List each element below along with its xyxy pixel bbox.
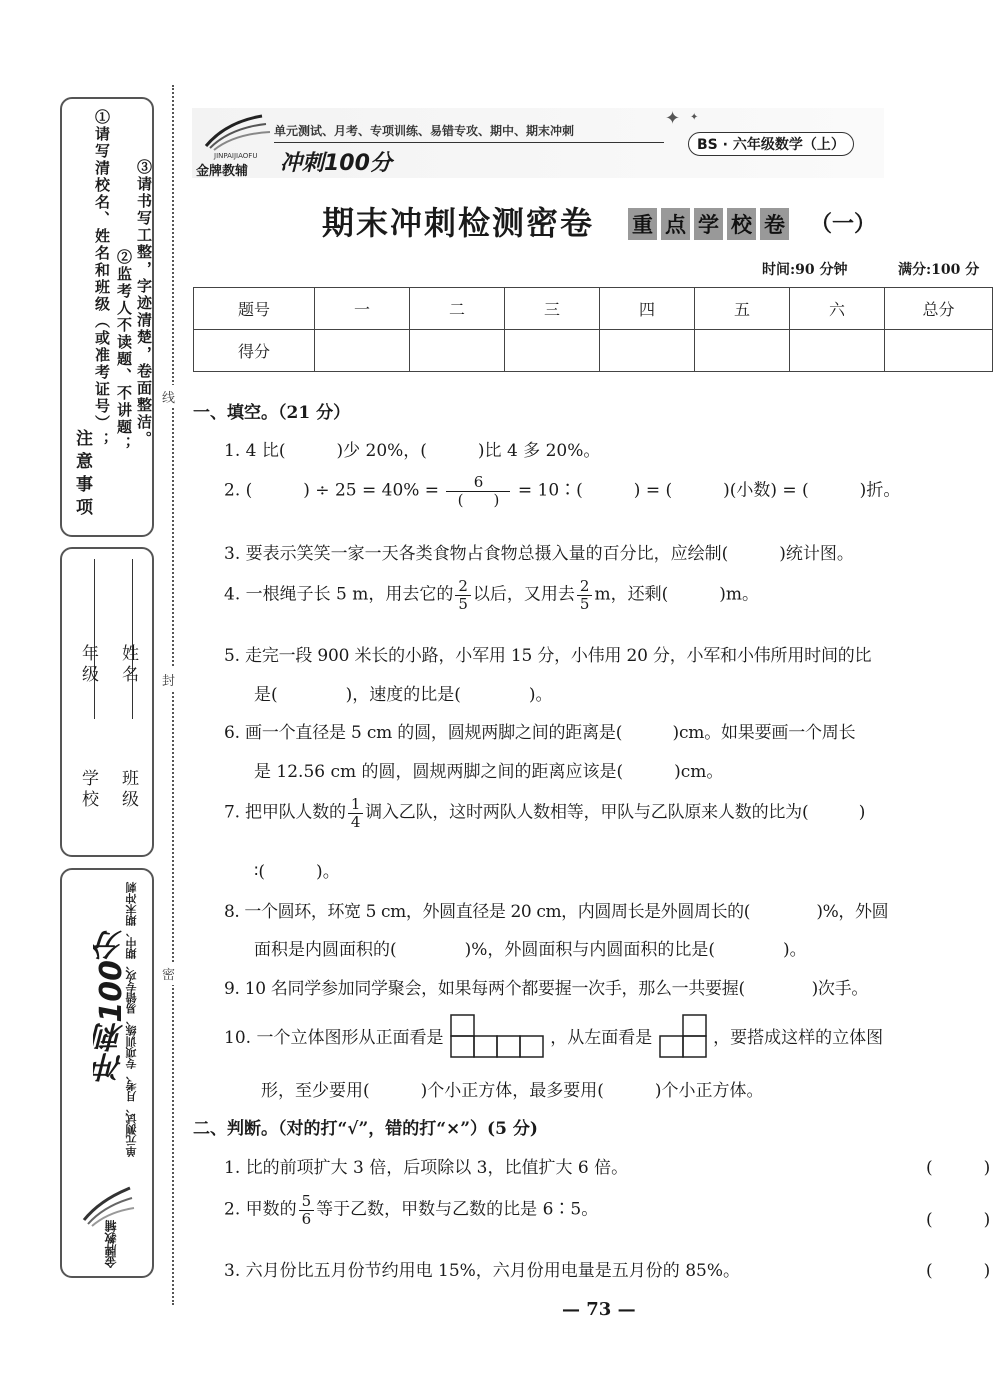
- score-col-3: 三: [505, 288, 600, 330]
- score-col-total: 总分: [885, 288, 993, 330]
- q2-fraction: [446, 474, 510, 508]
- page-title: [322, 198, 594, 244]
- q2-part-a: 2. ( ) ÷ 25 = 40% =: [224, 480, 440, 501]
- cut-char-mi: 密: [162, 962, 175, 985]
- score-cell[interactable]: [695, 330, 790, 372]
- q4-part-c: m，还剩( )m。: [594, 584, 759, 605]
- logo-icon: [200, 112, 272, 156]
- title-tag-2: 点: [661, 208, 690, 240]
- cut-char-xian: 线: [162, 385, 175, 408]
- sparkle-icon: ✦: [665, 108, 681, 129]
- q10-part-a: 10. 一个立体图形从正面看是: [224, 1028, 444, 1048]
- section2-heading: 二、判断。（对的打“√”，错的打“×”）(5 分): [193, 1119, 538, 1139]
- logo-pinyin: JINPAIJIAOFU: [214, 152, 258, 160]
- q7-fraction: [348, 796, 363, 830]
- score-col-2: 二: [410, 288, 505, 330]
- q4-f2-num: 2: [577, 578, 593, 596]
- judge-answer-3[interactable]: ( ): [926, 1261, 991, 1281]
- score-col-4: 四: [600, 288, 695, 330]
- title-tags: [628, 208, 793, 240]
- q4-fraction-1: [455, 578, 471, 612]
- logo-cn: 金牌教辅: [196, 164, 249, 179]
- exam-full-score: 满分:100 分: [898, 262, 980, 278]
- judge-question-3: 3. 六月份比五月份节约用电 15%，六月份用电量是五月份的 85%。: [224, 1261, 741, 1281]
- score-header-row: [194, 288, 993, 330]
- j2-frac-den: 6: [301, 1209, 312, 1228]
- notice-line-1: ①请写清校名、姓名和班级（或准考证号）；: [93, 109, 111, 449]
- score-cell[interactable]: [885, 330, 993, 372]
- grade-badge: BS · 六年级数学（上）: [688, 132, 854, 156]
- sidebar-ad-text: 单元测试、月考、专项训练、易错专攻、期中、期末冲刺: [125, 882, 138, 1157]
- notice-line-3: ③请书写工整，字迹清楚，卷面整洁。: [135, 159, 153, 448]
- title-tag-5: 卷: [760, 208, 789, 240]
- notice-box: [60, 97, 154, 537]
- q4-part-b: 以后，又用去: [472, 584, 575, 605]
- name-label: 姓名: [118, 644, 138, 686]
- left-view-figure: [658, 1013, 708, 1064]
- page-number: — 73 —: [562, 1299, 636, 1320]
- school-label: 学校: [78, 769, 98, 811]
- title-tag-1: 重: [628, 208, 657, 240]
- banner-rule: [274, 142, 664, 143]
- score-value-row: [194, 330, 993, 372]
- q7-frac-den: 4: [350, 812, 361, 831]
- question-1-7: [224, 796, 865, 830]
- q4-part-a: 4. 一根绳子长 5 m，用去它的: [224, 584, 454, 605]
- score-cell[interactable]: [315, 330, 410, 372]
- notice-line-2: ②监考人不读题、不讲题；: [115, 249, 133, 453]
- student-info-box: [60, 547, 154, 857]
- question-1-6-line1: 6. 画一个直径是 5 cm 的圆，圆规两脚之间的距离是( )cm。如果要画一个周长: [224, 723, 856, 743]
- score-cell[interactable]: [410, 330, 505, 372]
- question-1-5-line1: 5. 走完一段 900 米长的小路，小军用 15 分，小伟用 20 分，小军和小伟所用时间的比: [224, 646, 872, 666]
- judge-question-1: 1. 比的前项扩大 3 倍，后项除以 3，比值扩大 6 倍。: [224, 1158, 629, 1178]
- brand-title: 冲刺100分: [280, 151, 392, 176]
- j2-part-a: 2. 甲数的: [224, 1199, 297, 1220]
- title-suffix: （一）: [810, 211, 877, 237]
- question-1-2: [224, 474, 900, 508]
- question-1-10: [224, 1013, 883, 1064]
- score-cell[interactable]: [600, 330, 695, 372]
- class-field-line[interactable]: [132, 559, 133, 719]
- question-1-10-line2: 形，至少要用( )个小正方体，最多要用( )个小正方体。: [261, 1081, 764, 1101]
- cut-line: [172, 85, 174, 1305]
- question-1-8-line1: 8. 一个圆环，环宽 5 cm，外圆直径是 20 cm，内圆周长是外圆周长的( )%，外圆: [224, 902, 889, 922]
- q4-f1-num: 2: [455, 578, 471, 596]
- j2-fraction: [299, 1193, 315, 1227]
- q4-f2-den: 5: [579, 594, 590, 613]
- q7-frac-num: 1: [348, 796, 363, 814]
- j2-frac-num: 5: [299, 1193, 315, 1211]
- judge-question-2: [224, 1193, 598, 1227]
- q7-part-a: 7. 把甲队人数的: [224, 802, 346, 823]
- question-1-9: 9. 10 名同学参加同学聚会，如果每两个都要握一次手，那么一共要握( )次手。: [224, 979, 869, 999]
- score-col-5: 五: [695, 288, 790, 330]
- sidebar-brand: 冲刺100分: [94, 930, 129, 1083]
- title-tag-3: 学: [694, 208, 723, 240]
- score-cell[interactable]: [505, 330, 600, 372]
- q10-part-b: ，从左面看是: [550, 1028, 653, 1048]
- judge-answer-1[interactable]: ( ): [926, 1158, 991, 1178]
- score-cell[interactable]: [790, 330, 885, 372]
- notice-heading: 注意事项: [72, 429, 92, 521]
- q2-frac-num: 6: [446, 474, 510, 492]
- cut-char-feng: 封: [162, 668, 175, 691]
- q10-part-c: ，要搭成这样的立体图: [713, 1028, 884, 1048]
- sidebar-logo-text: 金牌教辅: [104, 1220, 118, 1268]
- banner-text: 单元测试、月考、专项训练、易错专攻、期中、期末冲刺: [274, 124, 575, 138]
- class-label: 班级: [118, 769, 138, 811]
- score-col-1: 一: [315, 288, 410, 330]
- j2-part-b: 等于乙数，甲数与乙数的比是 6∶5。: [316, 1199, 599, 1220]
- q2-frac-den: ( ): [457, 490, 500, 509]
- question-1-4: [224, 578, 759, 612]
- q7-part-b: 调入乙队，这时两队人数相等，甲队与乙队原来人数的比为( ): [365, 802, 866, 823]
- question-1-7-line2: ∶( )。: [254, 862, 340, 882]
- score-col-label: 题号: [194, 288, 315, 330]
- judge-answer-2[interactable]: ( ): [926, 1210, 991, 1230]
- q4-f1-den: 5: [458, 594, 468, 613]
- sparkle-icon-small: ✦: [690, 112, 699, 123]
- exam-time: 时间:90 分钟: [762, 262, 848, 278]
- grade-label: 年级: [78, 644, 98, 686]
- question-1-5-line2: 是( )，速度的比是( )。: [254, 685, 553, 705]
- title-tag-4: 校: [727, 208, 756, 240]
- school-field-line[interactable]: [94, 559, 95, 719]
- score-col-6: 六: [790, 288, 885, 330]
- question-1-3: 3. 要表示笑笑一家一天各类食物占食物总摄入量的百分比，应绘制( )统计图。: [224, 544, 854, 564]
- front-view-figure: [449, 1013, 545, 1064]
- title-main: 期末冲刺检测密卷: [322, 204, 595, 242]
- question-1-8-line2: 面积是内圆面积的( )%，外圆面积与内圆面积的比是( )。: [254, 940, 807, 960]
- question-1-6-line2: 是 12.56 cm 的圆，圆规两脚之间的距离应该是( )cm。: [254, 762, 724, 782]
- score-row-label: 得分: [194, 330, 315, 372]
- q2-part-b: = 10∶( ) = ( )(小数) = ( )折。: [517, 480, 901, 501]
- question-1-1: 1. 4 比( )少 20%，( )比 4 多 20%。: [224, 441, 601, 461]
- sidebar-ad-box: [60, 868, 154, 1278]
- q4-fraction-2: [577, 578, 593, 612]
- section1-heading: 一、填空。（21 分）: [193, 403, 351, 423]
- score-table: [193, 287, 993, 372]
